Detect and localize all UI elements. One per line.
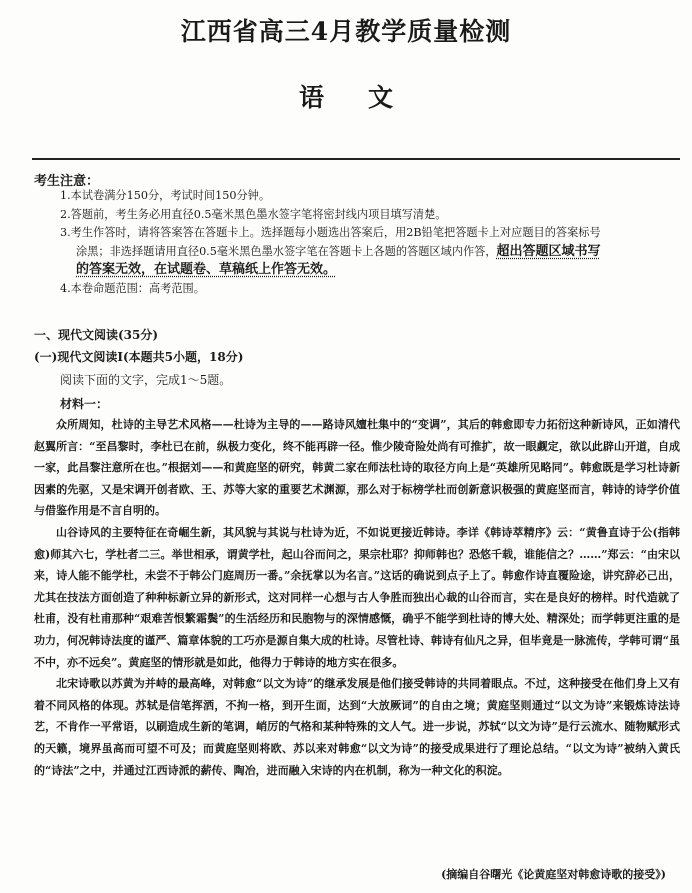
material-label: 材料一： (60, 397, 109, 411)
passage-paragraph-3: 北宋诗歌以苏黄为并峙的最高峰，对韩愈“以文为诗”的继承发展是他们接受韩诗的共同着眼点。不过，这种接受在他们身上又有着不同风格的体现。苏轼是信笔挥洒，不拘一格，到开生面，达到“大放厥词”的自由之境；黄庭坚则通过“以文为诗”来锻炼诗法诗艺，不肯作一平常语，以刷造成生新的笔调，峭厉的气格和某种特殊的文人气。进一步说，苏轼“以文为诗”是行云流水、随物赋形式的天籁，境界虽高而可望不可及；而黄庭坚则将欧、苏以来对韩愈“以文为诗”的接受成果进行了理论总结。“以文为诗”被纳入黄氏的“诗法”之中，并通过江西诗派的薪传、陶冶，进而融入宋诗的内在机制，称为一种文化的积淀。 (34, 677, 680, 777)
subsection-heading: (一)现代文阅读Ⅰ(本题共5小题，18分) (34, 350, 244, 364)
notice-item-3-line3 (60, 261, 680, 280)
section-heading: 一、现代文阅读(35分) (34, 328, 159, 342)
divider-line (32, 158, 680, 160)
notice-heading: 考生注意： (34, 174, 100, 189)
passage-paragraph-1: 众所周知，杜诗的主导艺术风格——杜诗为主导的——路诗风嬗杜集中的“变调”，其后的韩愈即专力拓衍这种新诗风，正如清代赵翼所言：“至昌黎时，李杜已在前，纵极力变化，终不能再辟一径。惟少陵奇险处尚有可推扩，故一眼觑定，欲以此辟山开道，自成一家，此昌黎注意所在也。”根据刘——和黄庭坚的研究，韩黄二家在师法杜诗的取径方向上是“英雄所见略同”。韩愈既是学习杜诗新因素的先驱，又是宋调开创者欧、王、苏等大家的重要艺术渊源，那么对于标榜学杜而创新意识极强的黄庭坚而言，韩诗的诗学价值与借鉴作用是不言自明的。 (34, 418, 680, 518)
notice-list (60, 187, 680, 298)
source-citation: (摘编自谷曙光《论黄庭坚对韩愈诗歌的接受》) (441, 868, 666, 881)
notice-item-3-line1: 3.考生作答时，请将答案答在答题卡上。选择题每小题选出答案后，用2B铅笔把答题卡上对应题目的答案标号 (60, 226, 601, 239)
notice-item-1: 1.本试卷满分150分，考试时间150分钟。 (60, 189, 271, 202)
notice-item-4: 4.本卷命题范围：高考范围。 (60, 281, 205, 295)
passage-paragraph-2: 山谷诗风的主要特征在奇崛生新，其风貌与其说与杜诗为近，不如说更接近韩诗。李详《韩诗萃精序》云：“黄鲁直诗于公(指韩愈)师其六七，学杜者二三。举世相承，谓黄学杜，起山谷而问之，果宗杜耶？抑师韩也？恐悠千载，谁能信之？……”郑云：“由宋以来，诗人能不能学杜，未尝不于韩公门庭周历一番。”余抚掌以为名言。”这话的确说到点子上了。韩愈作诗直覆险途，讲究辞必己出，尤其在技法方面创造了种种标新立异的新形式，这对同样一心想与古人争胜而独出心裁的山谷而言，实在是良好的榜样。时代造就了杜甫，没有杜甫那种“艰难苦恨繁霜鬓”的生活经历和民胞物与的深情感慨，确乎不能学到杜诗的博大处、精深处；而学韩更注重的是功力，何况韩诗法度的谨严、篇章体貌的工巧亦是源自集大成的杜诗。尽管杜诗、韩诗有仙凡之异，但毕竟是一脉流传，学韩可谓“虽不中，亦不远矣”。黄庭坚的情形就是如此，他得力于韩诗的地方实在很多。 (34, 525, 680, 669)
instruction-text: 阅读下面的文字，完成1～5题。 (60, 373, 232, 387)
notice-item-2: 2.答题前，考生务必用直径0.5毫米黑色墨水签字笔将密封线内项目填写清楚。 (60, 207, 447, 221)
notice-item-3-line2 (60, 243, 680, 262)
notice-item-3-emphasis-b: 的答案无效，在试题卷、草稿纸上作答无效。 (76, 262, 337, 277)
notice-item-3-text: 涂黑；非选择题请用直径0.5毫米黑色墨水签字笔在答题卡上各题的答题区域内作答， (76, 244, 497, 258)
subject-title: 语文 (298, 83, 437, 112)
exam-title: 江西省高三4月教学质量检测 (180, 17, 512, 46)
notice-item-3-emphasis-a: 超出答题区域书写 (496, 243, 601, 259)
passage (34, 414, 680, 781)
